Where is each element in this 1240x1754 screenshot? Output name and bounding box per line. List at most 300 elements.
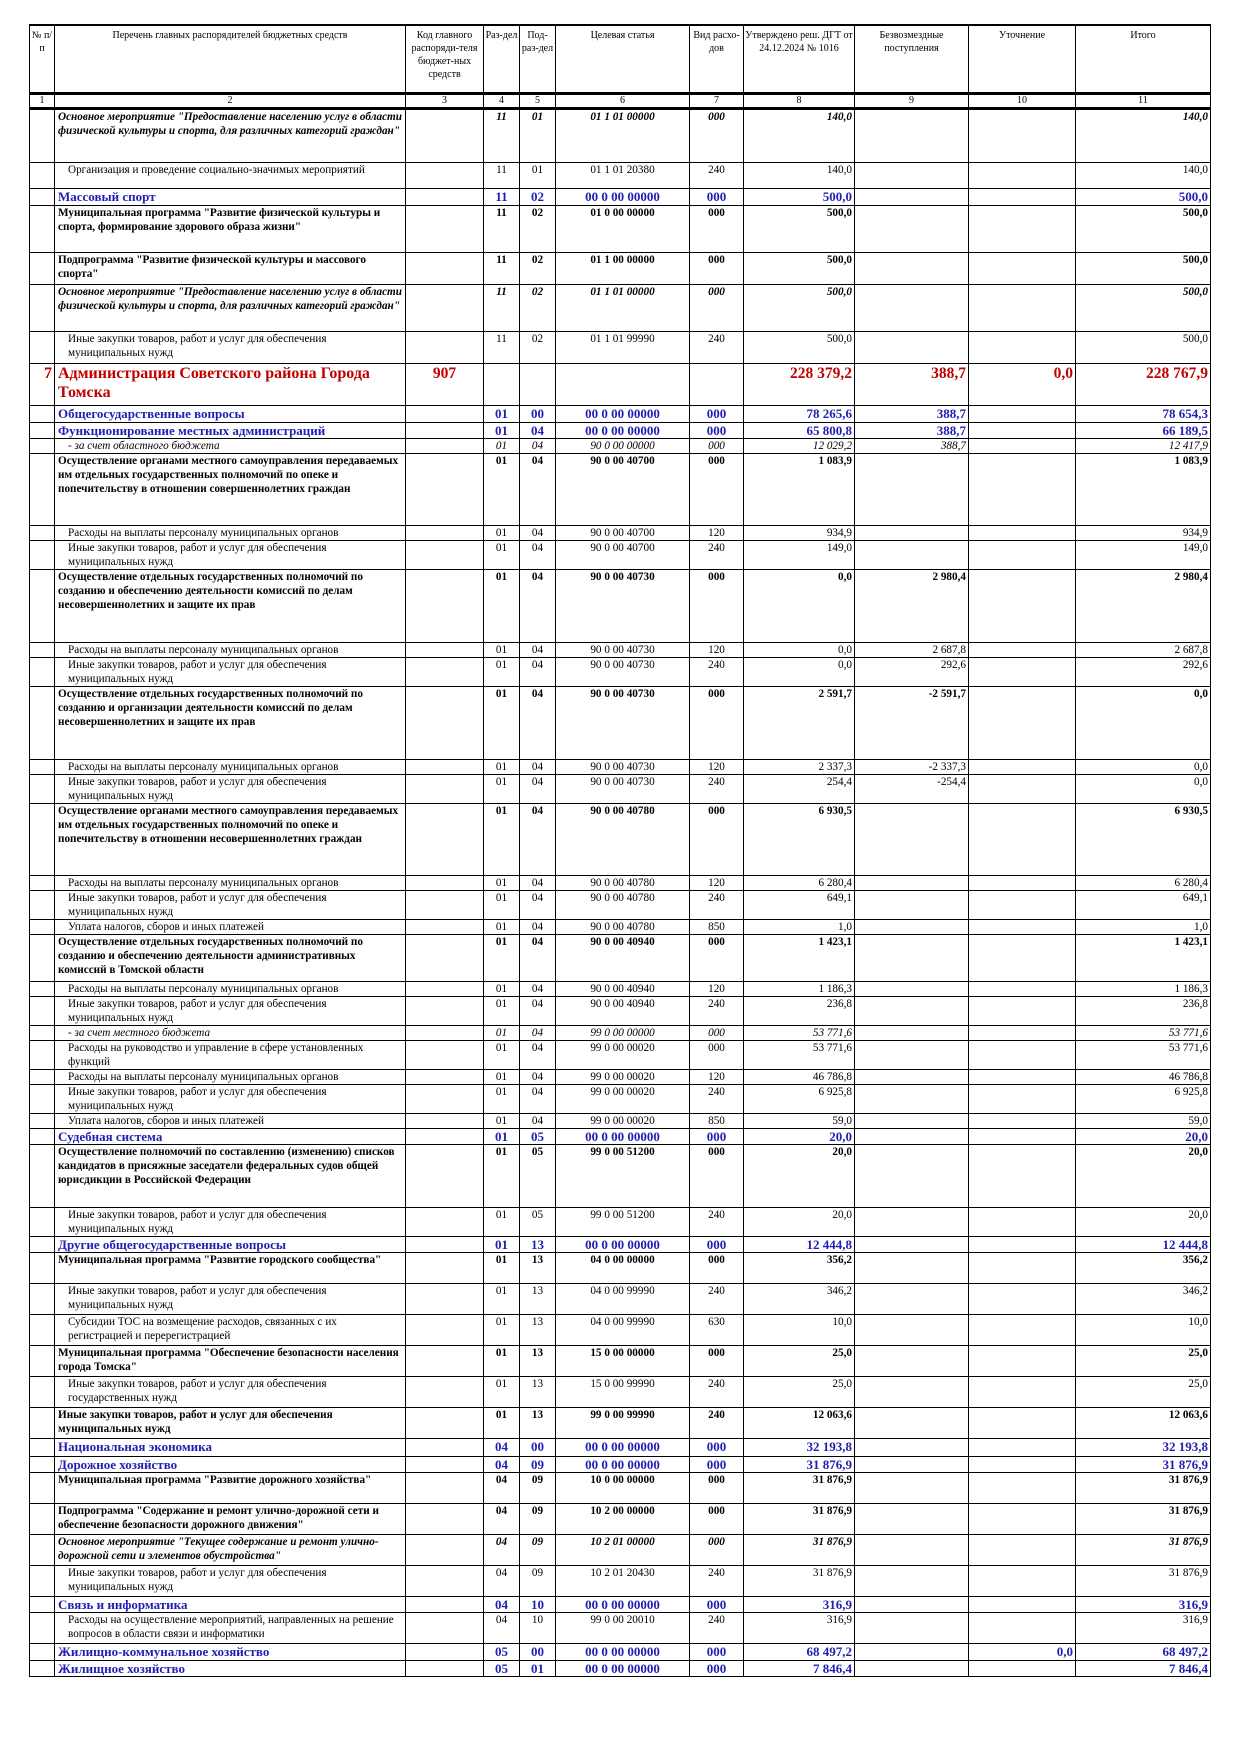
section-code: 01 — [484, 570, 520, 643]
table-row — [30, 1315, 1211, 1346]
section-row — [30, 1129, 1211, 1145]
gratuitous-receipts: 388,7 — [855, 439, 969, 454]
adjustment: 0,0 — [969, 364, 1076, 406]
target-article: 90 0 00 40940 — [556, 997, 690, 1026]
subsection-code: 04 — [520, 997, 556, 1026]
approved-amount: 934,9 — [744, 526, 855, 541]
item-name: Муниципальная программа "Развитие физической культуры и спорта, формирование здорового образа жизни" — [55, 206, 406, 253]
section-code: 01 — [484, 1026, 520, 1041]
item-name: Дорожное хозяйство — [55, 1457, 406, 1473]
target-article: 90 0 00 40730 — [556, 658, 690, 687]
expense-kind: 000 — [690, 1457, 744, 1473]
gratuitous-receipts — [855, 891, 969, 920]
admin-code — [406, 891, 484, 920]
admin-code — [406, 1129, 484, 1145]
approved-amount: 31 876,9 — [744, 1473, 855, 1504]
expense-kind: 000 — [690, 1145, 744, 1208]
row-number — [30, 643, 55, 658]
approved-amount: 500,0 — [744, 253, 855, 285]
item-name: Основное мероприятие "Текущее содержание и ремонт улично-дорожной сети и элементов обустройства" — [55, 1535, 406, 1566]
approved-amount: 53 771,6 — [744, 1026, 855, 1041]
gratuitous-receipts: 2 687,8 — [855, 643, 969, 658]
table-row — [30, 285, 1211, 332]
item-name: Иные закупки товаров, работ и услуг для обеспечения муниципальных нужд — [55, 1284, 406, 1315]
expense-kind: 240 — [690, 1408, 744, 1439]
adjustment — [969, 1315, 1076, 1346]
gratuitous-receipts — [855, 526, 969, 541]
subsection-code: 00 — [520, 1644, 556, 1661]
admin-code — [406, 1085, 484, 1114]
subsection-code: 04 — [520, 982, 556, 997]
adjustment — [969, 1346, 1076, 1377]
approved-amount: 10,0 — [744, 1315, 855, 1346]
approved-amount: 25,0 — [744, 1346, 855, 1377]
section-row — [30, 1644, 1211, 1661]
admin-code — [406, 1114, 484, 1129]
gratuitous-receipts — [855, 1504, 969, 1535]
approved-amount: 20,0 — [744, 1145, 855, 1208]
column-number: 4 — [484, 94, 520, 109]
section-code: 01 — [484, 1114, 520, 1129]
approved-amount: 20,0 — [744, 1208, 855, 1237]
section-code: 01 — [484, 1145, 520, 1208]
table-row — [30, 1408, 1211, 1439]
gratuitous-receipts — [855, 1070, 969, 1085]
section-code: 11 — [484, 332, 520, 364]
item-name: Национальная экономика — [55, 1439, 406, 1457]
admin-code — [406, 541, 484, 570]
item-name: Расходы на выплаты персоналу муниципальных органов — [55, 982, 406, 997]
subsection-code: 13 — [520, 1284, 556, 1315]
column-number-row — [30, 94, 1211, 109]
section-code: 01 — [484, 1284, 520, 1315]
expense-kind: 240 — [690, 775, 744, 804]
adjustment — [969, 1284, 1076, 1315]
gratuitous-receipts — [855, 1114, 969, 1129]
approved-amount: 0,0 — [744, 570, 855, 643]
item-name: Иные закупки товаров, работ и услуг для обеспечения муниципальных нужд — [55, 997, 406, 1026]
row-number — [30, 439, 55, 454]
table-row — [30, 1070, 1211, 1085]
admin-code — [406, 439, 484, 454]
admin-code — [406, 920, 484, 935]
table-row — [30, 1284, 1211, 1315]
section-row — [30, 1439, 1211, 1457]
section-code: 04 — [484, 1473, 520, 1504]
expense-kind: 000 — [690, 1535, 744, 1566]
total-amount: 31 876,9 — [1076, 1504, 1211, 1535]
table-row — [30, 891, 1211, 920]
total-amount: 140,0 — [1076, 163, 1211, 189]
gratuitous-receipts — [855, 876, 969, 891]
subsection-code: 13 — [520, 1315, 556, 1346]
item-name: Уплата налогов, сборов и иных платежей — [55, 920, 406, 935]
header-row — [30, 25, 1211, 94]
approved-amount: 346,2 — [744, 1284, 855, 1315]
total-amount: 53 771,6 — [1076, 1041, 1211, 1070]
table-row — [30, 997, 1211, 1026]
header-cell: Вид расхо-дов — [690, 25, 744, 94]
subsection-code: 05 — [520, 1208, 556, 1237]
expense-kind: 000 — [690, 423, 744, 439]
row-number — [30, 935, 55, 982]
approved-amount: 140,0 — [744, 109, 855, 163]
section-row — [30, 1597, 1211, 1613]
adjustment — [969, 1237, 1076, 1253]
expense-kind: 240 — [690, 891, 744, 920]
total-amount: 10,0 — [1076, 1315, 1211, 1346]
target-article: 00 0 00 00000 — [556, 1644, 690, 1661]
gratuitous-receipts — [855, 109, 969, 163]
row-number — [30, 920, 55, 935]
header-cell: Перечень главных распорядителей бюджетных средств — [55, 25, 406, 94]
target-article: 99 0 00 00020 — [556, 1114, 690, 1129]
total-amount: 500,0 — [1076, 285, 1211, 332]
table-row — [30, 1377, 1211, 1408]
subsection-code: 10 — [520, 1597, 556, 1613]
item-name: Иные закупки товаров, работ и услуг для обеспечения муниципальных нужд — [55, 1408, 406, 1439]
item-name: Муниципальная программа "Развитие дорожного хозяйства" — [55, 1473, 406, 1504]
admin-code — [406, 163, 484, 189]
target-article: 99 0 00 99990 — [556, 1408, 690, 1439]
approved-amount: 2 591,7 — [744, 687, 855, 760]
target-article: 04 0 00 99990 — [556, 1284, 690, 1315]
target-article: 99 0 00 00020 — [556, 1070, 690, 1085]
admin-code — [406, 1661, 484, 1677]
approved-amount: 500,0 — [744, 189, 855, 206]
admin-code — [406, 982, 484, 997]
expense-kind — [690, 364, 744, 406]
gratuitous-receipts — [855, 541, 969, 570]
section-code: 01 — [484, 997, 520, 1026]
row-number — [30, 1070, 55, 1085]
total-amount: 1 423,1 — [1076, 935, 1211, 982]
total-amount: 346,2 — [1076, 1284, 1211, 1315]
subsection-code: 04 — [520, 643, 556, 658]
subsection-code: 02 — [520, 206, 556, 253]
approved-amount: 78 265,6 — [744, 406, 855, 423]
approved-amount: 356,2 — [744, 1253, 855, 1284]
expense-kind: 000 — [690, 253, 744, 285]
adjustment — [969, 760, 1076, 775]
approved-amount: 31 876,9 — [744, 1566, 855, 1597]
expense-kind: 120 — [690, 1070, 744, 1085]
target-article: 90 0 00 40700 — [556, 541, 690, 570]
gratuitous-receipts: -2 337,3 — [855, 760, 969, 775]
total-amount: 32 193,8 — [1076, 1439, 1211, 1457]
total-amount: 7 846,4 — [1076, 1661, 1211, 1677]
section-code: 04 — [484, 1597, 520, 1613]
adjustment — [969, 406, 1076, 423]
admin-code — [406, 643, 484, 658]
admin-code — [406, 1504, 484, 1535]
subsection-code: 13 — [520, 1253, 556, 1284]
adjustment — [969, 1661, 1076, 1677]
admin-code — [406, 804, 484, 876]
expense-kind: 240 — [690, 332, 744, 364]
subsection-code: 02 — [520, 189, 556, 206]
adjustment — [969, 253, 1076, 285]
gratuitous-receipts — [855, 163, 969, 189]
approved-amount: 1 083,9 — [744, 454, 855, 526]
table-row — [30, 1535, 1211, 1566]
gratuitous-receipts — [855, 997, 969, 1026]
expense-kind: 120 — [690, 643, 744, 658]
gratuitous-receipts: 2 980,4 — [855, 570, 969, 643]
adjustment — [969, 1145, 1076, 1208]
adjustment — [969, 541, 1076, 570]
total-amount: 12 063,6 — [1076, 1408, 1211, 1439]
adjustment — [969, 1085, 1076, 1114]
row-number — [30, 1439, 55, 1457]
subsection-code: 04 — [520, 526, 556, 541]
expense-kind: 240 — [690, 997, 744, 1026]
row-number — [30, 1408, 55, 1439]
row-number — [30, 1566, 55, 1597]
row-number — [30, 1315, 55, 1346]
subsection-code: 04 — [520, 687, 556, 760]
expense-kind: 240 — [690, 163, 744, 189]
target-article: 00 0 00 00000 — [556, 1129, 690, 1145]
approved-amount: 149,0 — [744, 541, 855, 570]
adjustment — [969, 570, 1076, 643]
section-code: 11 — [484, 285, 520, 332]
target-article: 10 2 00 00000 — [556, 1504, 690, 1535]
approved-amount: 12 063,6 — [744, 1408, 855, 1439]
item-name: Субсидии ТОС на возмещение расходов, связанных с их регистрацией и перерегистрацией — [55, 1315, 406, 1346]
expense-kind: 000 — [690, 206, 744, 253]
adjustment — [969, 997, 1076, 1026]
header-cell: Целевая статья — [556, 25, 690, 94]
total-amount: 6 930,5 — [1076, 804, 1211, 876]
adjustment — [969, 285, 1076, 332]
item-name: Осуществление полномочий по составлению (изменению) списков кандидатов в присяжные заседатели федеральных судов общей юрисдикции в Российской Федерации — [55, 1145, 406, 1208]
subsection-code: 04 — [520, 935, 556, 982]
approved-amount: 254,4 — [744, 775, 855, 804]
subsection-code: 04 — [520, 541, 556, 570]
total-amount: 46 786,8 — [1076, 1070, 1211, 1085]
target-article: 00 0 00 00000 — [556, 1457, 690, 1473]
section-code: 04 — [484, 1566, 520, 1597]
admin-code — [406, 1145, 484, 1208]
item-name: Уплата налогов, сборов и иных платежей — [55, 1114, 406, 1129]
section-code: 05 — [484, 1661, 520, 1677]
column-number: 5 — [520, 94, 556, 109]
admin-code — [406, 423, 484, 439]
total-amount: 2 687,8 — [1076, 643, 1211, 658]
subsection-code: 01 — [520, 109, 556, 163]
row-number — [30, 189, 55, 206]
gratuitous-receipts — [855, 1041, 969, 1070]
section-code: 01 — [484, 1408, 520, 1439]
row-number — [30, 1026, 55, 1041]
target-article: 04 0 00 99990 — [556, 1315, 690, 1346]
total-amount: 292,6 — [1076, 658, 1211, 687]
admin-code — [406, 1597, 484, 1613]
adjustment — [969, 1535, 1076, 1566]
admin-code — [406, 109, 484, 163]
admin-code — [406, 658, 484, 687]
adjustment — [969, 1208, 1076, 1237]
admin-code — [406, 1644, 484, 1661]
target-article: 90 0 00 40730 — [556, 760, 690, 775]
admin-code — [406, 997, 484, 1026]
approved-amount: 0,0 — [744, 658, 855, 687]
target-article: 90 0 00 40730 — [556, 687, 690, 760]
subsection-code: 04 — [520, 876, 556, 891]
row-number — [30, 423, 55, 439]
total-amount: 316,9 — [1076, 1597, 1211, 1613]
expense-kind: 000 — [690, 1661, 744, 1677]
section-code: 01 — [484, 982, 520, 997]
subsection-code: 13 — [520, 1346, 556, 1377]
gratuitous-receipts — [855, 454, 969, 526]
approved-amount: 6 925,8 — [744, 1085, 855, 1114]
section-code: 01 — [484, 1208, 520, 1237]
table-row — [30, 1566, 1211, 1597]
item-name: Иные закупки товаров, работ и услуг для обеспечения государственных нужд — [55, 1377, 406, 1408]
target-article: 99 0 00 00020 — [556, 1041, 690, 1070]
approved-amount: 31 876,9 — [744, 1504, 855, 1535]
approved-amount: 31 876,9 — [744, 1535, 855, 1566]
expense-kind: 000 — [690, 1346, 744, 1377]
section-code: 01 — [484, 760, 520, 775]
gratuitous-receipts — [855, 920, 969, 935]
target-article: 00 0 00 00000 — [556, 423, 690, 439]
total-amount: 31 876,9 — [1076, 1535, 1211, 1566]
section-code: 11 — [484, 109, 520, 163]
row-number — [30, 891, 55, 920]
section-code: 11 — [484, 253, 520, 285]
item-name: Основное мероприятие "Предоставление населению услуг в области физической культуры и спорта, для различных категорий граждан" — [55, 285, 406, 332]
column-number: 2 — [55, 94, 406, 109]
adjustment — [969, 1566, 1076, 1597]
approved-amount: 1 186,3 — [744, 982, 855, 997]
row-number — [30, 1208, 55, 1237]
column-number: 9 — [855, 94, 969, 109]
approved-amount: 65 800,8 — [744, 423, 855, 439]
admin-code — [406, 1566, 484, 1597]
item-name: Иные закупки товаров, работ и услуг для обеспечения муниципальных нужд — [55, 332, 406, 364]
gratuitous-receipts — [855, 1208, 969, 1237]
section-code: 04 — [484, 1504, 520, 1535]
target-article: 99 0 00 00020 — [556, 1085, 690, 1114]
expense-kind: 000 — [690, 570, 744, 643]
total-amount: 500,0 — [1076, 206, 1211, 253]
item-name: Жилищное хозяйство — [55, 1661, 406, 1677]
gratuitous-receipts — [855, 1284, 969, 1315]
total-amount: 25,0 — [1076, 1346, 1211, 1377]
admin-code — [406, 687, 484, 760]
total-amount: 140,0 — [1076, 109, 1211, 163]
expense-kind: 000 — [690, 439, 744, 454]
total-amount: 31 876,9 — [1076, 1473, 1211, 1504]
section-code: 01 — [484, 1129, 520, 1145]
adjustment — [969, 1253, 1076, 1284]
total-amount: 31 876,9 — [1076, 1457, 1211, 1473]
total-amount: 59,0 — [1076, 1114, 1211, 1129]
section-code: 01 — [484, 1237, 520, 1253]
subsection-code: 04 — [520, 1085, 556, 1114]
subsection-code: 04 — [520, 1114, 556, 1129]
expense-kind: 630 — [690, 1315, 744, 1346]
gratuitous-receipts: 292,6 — [855, 658, 969, 687]
target-article: 15 0 00 99990 — [556, 1377, 690, 1408]
total-amount: 68 497,2 — [1076, 1644, 1211, 1661]
row-number — [30, 570, 55, 643]
expense-kind: 000 — [690, 1597, 744, 1613]
admin-code — [406, 1237, 484, 1253]
target-article: 90 0 00 40780 — [556, 876, 690, 891]
total-amount: 66 189,5 — [1076, 423, 1211, 439]
gratuitous-receipts — [855, 285, 969, 332]
section-code: 05 — [484, 1644, 520, 1661]
approved-amount: 316,9 — [744, 1597, 855, 1613]
column-number: 10 — [969, 94, 1076, 109]
subsection-code: 09 — [520, 1566, 556, 1597]
row-number — [30, 1114, 55, 1129]
column-number: 8 — [744, 94, 855, 109]
section-code: 04 — [484, 1439, 520, 1457]
item-name: Массовый спорт — [55, 189, 406, 206]
item-name: Иные закупки товаров, работ и услуг для обеспечения муниципальных нужд — [55, 775, 406, 804]
expense-kind: 120 — [690, 526, 744, 541]
section-code: 01 — [484, 1346, 520, 1377]
approved-amount: 53 771,6 — [744, 1041, 855, 1070]
subsection-code: 00 — [520, 1439, 556, 1457]
target-article: 01 1 01 00000 — [556, 109, 690, 163]
table-row — [30, 570, 1211, 643]
header-cell: Код главного распоряди-теля бюджет-ных средств — [406, 25, 484, 94]
adjustment — [969, 1114, 1076, 1129]
item-name: Расходы на руководство и управление в сфере установленных функций — [55, 1041, 406, 1070]
row-number — [30, 1346, 55, 1377]
section-code: 01 — [484, 526, 520, 541]
row-number — [30, 163, 55, 189]
table-row — [30, 1208, 1211, 1237]
subsection-code: 04 — [520, 1026, 556, 1041]
expense-kind: 120 — [690, 982, 744, 997]
gratuitous-receipts — [855, 935, 969, 982]
table-row — [30, 1026, 1211, 1041]
gratuitous-receipts — [855, 206, 969, 253]
adjustment — [969, 1070, 1076, 1085]
item-name: Осуществление отдельных государственных полномочий по созданию и обеспечению деятельности комиссий по делам несовершеннолетних и защите их прав — [55, 570, 406, 643]
subsection-code: 02 — [520, 285, 556, 332]
expense-kind: 000 — [690, 804, 744, 876]
section-row — [30, 1237, 1211, 1253]
header-cell: Под-раз-дел — [520, 25, 556, 94]
target-article: 90 0 00 00000 — [556, 439, 690, 454]
target-article: 90 0 00 40780 — [556, 804, 690, 876]
section-code: 01 — [484, 658, 520, 687]
expense-kind: 120 — [690, 876, 744, 891]
target-article: 90 0 00 40780 — [556, 891, 690, 920]
column-number: 11 — [1076, 94, 1211, 109]
target-article: 90 0 00 40730 — [556, 775, 690, 804]
gratuitous-receipts — [855, 1644, 969, 1661]
gratuitous-receipts — [855, 1129, 969, 1145]
admin-code — [406, 775, 484, 804]
target-article: 90 0 00 40940 — [556, 935, 690, 982]
total-amount: 934,9 — [1076, 526, 1211, 541]
row-number — [30, 1644, 55, 1661]
admin-code — [406, 1408, 484, 1439]
table-row — [30, 163, 1211, 189]
table-body — [30, 109, 1211, 1677]
expense-kind: 240 — [690, 1613, 744, 1644]
subsection-code: 00 — [520, 406, 556, 423]
